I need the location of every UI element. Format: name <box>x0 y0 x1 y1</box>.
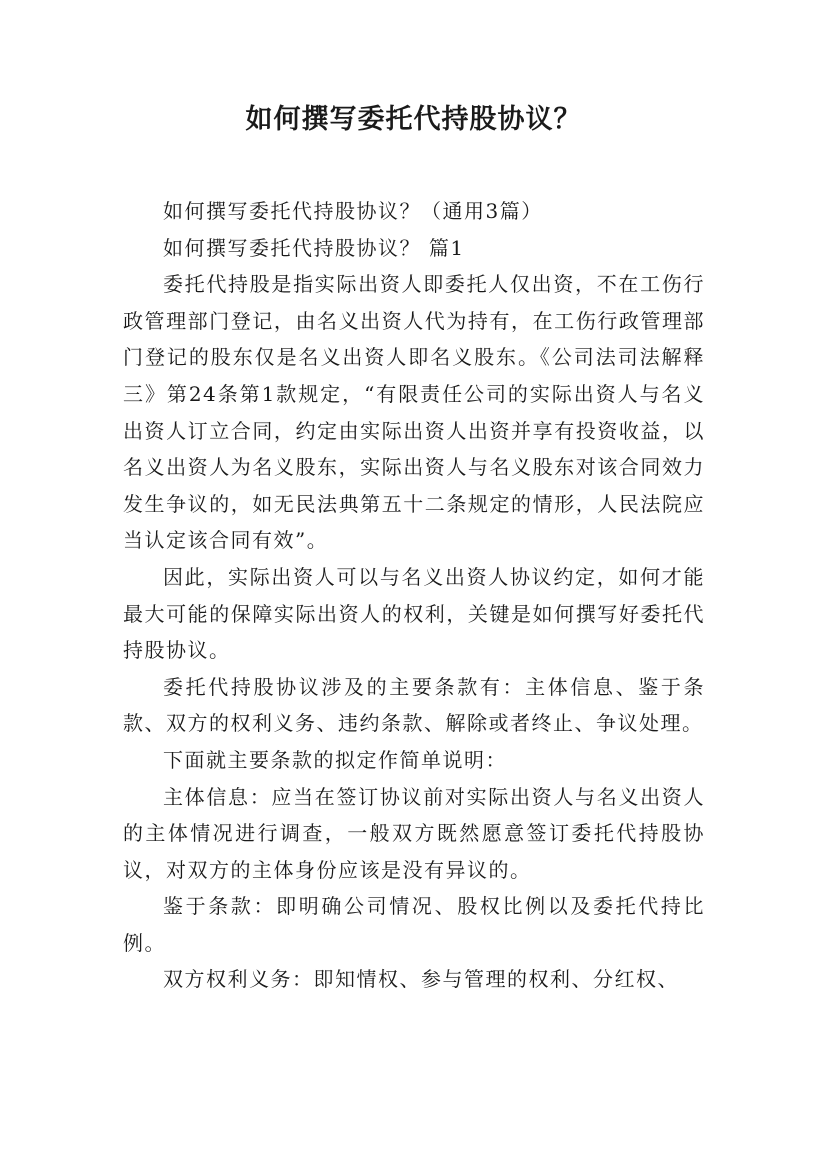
body-paragraph: 委托代持股协议涉及的主要条款有：主体信息、鉴于条款、双方的权利义务、违约条款、解除或者终止、争议处理。 <box>123 674 705 736</box>
document-title: 如何撰写委托代持股协议？ <box>245 104 582 135</box>
body-paragraph: 下面就主要条款的拟定作简单说明： <box>163 747 507 772</box>
body-paragraph: 双方权利义务：即知情权、参与管理的权利、分红权、 <box>163 967 679 992</box>
subtitle-paragraph: 如何撰写委托代持股协议？（通用3篇） <box>163 199 543 223</box>
body-paragraph: 主体信息：应当在签订协议前对实际出资人与名义出资人的主体情况进行调查，一般双方既然愿意签订委托代持股协议，对双方的主体身份应该是没有异议的。 <box>123 784 705 882</box>
body-paragraph: 鉴于条款：即明确公司情况、股权比例以及委托代持比例。 <box>123 894 705 955</box>
section-heading-paragraph: 如何撰写委托代持股协议？ 篇1 <box>163 235 465 260</box>
body-paragraph: 因此，实际出资人可以与名义出资人协议约定，如何才能最大可能的保障实际出资人的权利，关键是如何撰写好委托代持股协议。 <box>123 564 705 663</box>
body-paragraph: 委托代持股是指实际出资人即委托人仅出资，不在工伤行政管理部门登记，由名义出资人代为持有，在工伤行政管理部门登记的股东仅是名义出资人即名义股东。《公司法司法解释三》第24条第1款规定，“有限责任公司的实际出资人与名义出资人订立合同，约定由实际出资人出资并享有投资收益，以名义出资人为名义股东，实际出资人与名义股东对该合同效力发生争议的，如无民法典第五十二条规定的情形，人民法院应当认定该合同有效”。 <box>123 272 705 553</box>
document-body <box>123 193 705 998</box>
